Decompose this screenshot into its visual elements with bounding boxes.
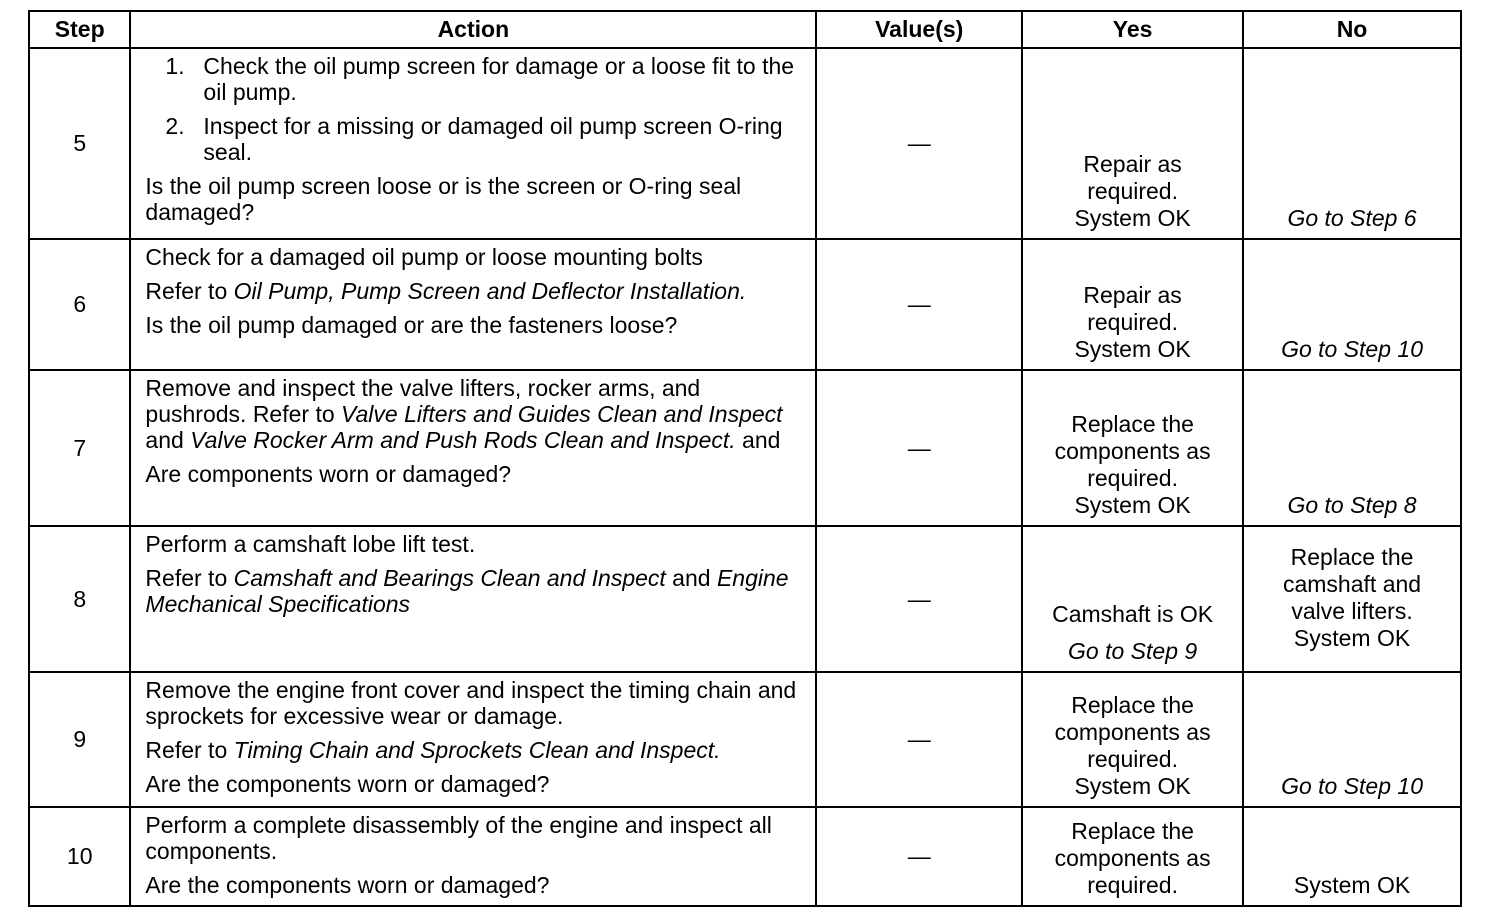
header-action: Action (130, 11, 816, 48)
action-refer (145, 375, 805, 453)
action-text: Remove and inspect the valve lifters, rocker arms, and pushrods. Refer to (145, 375, 701, 427)
yes-line: required. (1087, 309, 1178, 335)
action-cell (130, 526, 816, 672)
yes-line: Replace the (1071, 692, 1194, 718)
no-goto: Go to Step 10 (1281, 336, 1423, 362)
table-row (29, 48, 1461, 239)
refer-link: Camshaft and Bearings Clean and Inspect (233, 565, 666, 591)
action-refer (145, 278, 805, 304)
table-row (29, 370, 1461, 526)
no-cell (1243, 239, 1461, 370)
no-cell (1243, 370, 1461, 526)
no-text: System OK (1293, 872, 1411, 898)
item-text: Check the oil pump screen for damage or a loose fit to the oil pump. (203, 53, 795, 105)
yes-line: required. (1087, 178, 1178, 204)
item-text: Inspect for a missing or damaged oil pump screen O-ring seal. (203, 113, 783, 165)
step-number: 5 (29, 48, 130, 239)
yes-cell (1022, 526, 1243, 672)
yes-line: System OK (1074, 205, 1191, 231)
value-cell: — (816, 370, 1022, 526)
step-number: 7 (29, 370, 130, 526)
yes-line: Camshaft is OK (1052, 601, 1214, 627)
value-cell: — (816, 48, 1022, 239)
refer-link: Oil Pump, Pump Screen and Deflector Installation. (233, 278, 747, 304)
value-cell: — (816, 239, 1022, 370)
action-cell (130, 807, 816, 906)
no-line: Replace the (1290, 544, 1414, 570)
value-cell: — (816, 807, 1022, 906)
yes-line: required. (1087, 872, 1178, 898)
yes-line: System OK (1074, 492, 1191, 518)
header-values: Value(s) (816, 11, 1022, 48)
no-line: valve lifters. (1291, 598, 1413, 624)
no-goto: Go to Step 8 (1287, 492, 1417, 518)
yes-cell (1022, 370, 1243, 526)
refer-prefix: Refer to (145, 737, 234, 763)
action-text: and (735, 427, 781, 453)
header-yes: Yes (1022, 11, 1243, 48)
step-number: 10 (29, 807, 130, 906)
action-line: Check for a damaged oil pump or loose mounting bolts (145, 244, 703, 270)
item-number: 1. (165, 53, 185, 79)
header-no: No (1243, 11, 1461, 48)
action-line: Perform a camshaft lobe lift test. (145, 531, 476, 557)
yes-line: System OK (1074, 336, 1191, 362)
yes-line: components as (1054, 845, 1211, 871)
yes-line: required. (1087, 465, 1178, 491)
table-row (29, 672, 1461, 807)
value-cell: — (816, 526, 1022, 672)
spacer (1027, 628, 1238, 638)
yes-line: Replace the (1071, 411, 1194, 437)
yes-line: Replace the (1071, 818, 1194, 844)
yes-cell (1022, 48, 1243, 239)
action-line: Remove the engine front cover and inspect the timing chain and sprockets for excessive wear or damage. (145, 677, 797, 729)
refer-link: Timing Chain and Sprockets Clean and Inspect. (233, 737, 721, 763)
header-step: Step (29, 11, 130, 48)
diagnostic-table (28, 10, 1462, 907)
step-number: 6 (29, 239, 130, 370)
no-goto: Go to Step 10 (1281, 773, 1423, 799)
action-text: and (665, 565, 717, 591)
action-cell (130, 672, 816, 807)
step-number: 8 (29, 526, 130, 672)
table-row (29, 239, 1461, 370)
action-question: Are the components worn or damaged? (145, 872, 550, 898)
action-list-item (145, 53, 805, 105)
no-line: camshaft and (1282, 571, 1422, 597)
no-goto: Go to Step 6 (1287, 205, 1417, 231)
step-number: 9 (29, 672, 130, 807)
header-row (29, 11, 1461, 48)
yes-cell (1022, 807, 1243, 906)
refer-link: Valve Rocker Arm and Push Rods Clean and Inspect. (190, 427, 736, 453)
action-text: and (145, 427, 191, 453)
refer-prefix: Refer to (145, 565, 234, 591)
action-question: Is the oil pump screen loose or is the screen or O-ring seal damaged? (145, 173, 742, 225)
no-cell (1243, 807, 1461, 906)
refer-link: Engine Mechanical Specifications (145, 565, 789, 617)
yes-line: required. (1087, 746, 1178, 772)
refer-link: Valve Lifters and Guides Clean and Inspect (341, 401, 783, 427)
table-row (29, 807, 1461, 906)
action-line: Perform a complete disassembly of the engine and inspect all components. (145, 812, 772, 864)
yes-line: Repair as (1083, 282, 1182, 308)
action-list-item (145, 113, 805, 165)
no-cell (1243, 526, 1461, 672)
refer-prefix: Refer to (145, 278, 234, 304)
yes-cell (1022, 239, 1243, 370)
action-question: Is the oil pump damaged or are the fasteners loose? (145, 312, 678, 338)
value-cell: — (816, 672, 1022, 807)
yes-line: System OK (1074, 773, 1191, 799)
yes-line: Repair as (1083, 151, 1182, 177)
action-cell (130, 239, 816, 370)
yes-goto: Go to Step 9 (1068, 638, 1198, 664)
action-cell (130, 48, 816, 239)
action-refer (145, 565, 805, 617)
action-cell (130, 370, 816, 526)
action-refer (145, 737, 805, 763)
no-cell (1243, 48, 1461, 239)
item-number: 2. (165, 113, 185, 139)
yes-line: components as (1054, 719, 1211, 745)
yes-cell (1022, 672, 1243, 807)
no-line: System OK (1293, 625, 1411, 651)
yes-line: components as (1054, 438, 1211, 464)
no-cell (1243, 672, 1461, 807)
action-question: Are components worn or damaged? (145, 461, 512, 487)
action-question: Are the components worn or damaged? (145, 771, 550, 797)
table-row (29, 526, 1461, 672)
